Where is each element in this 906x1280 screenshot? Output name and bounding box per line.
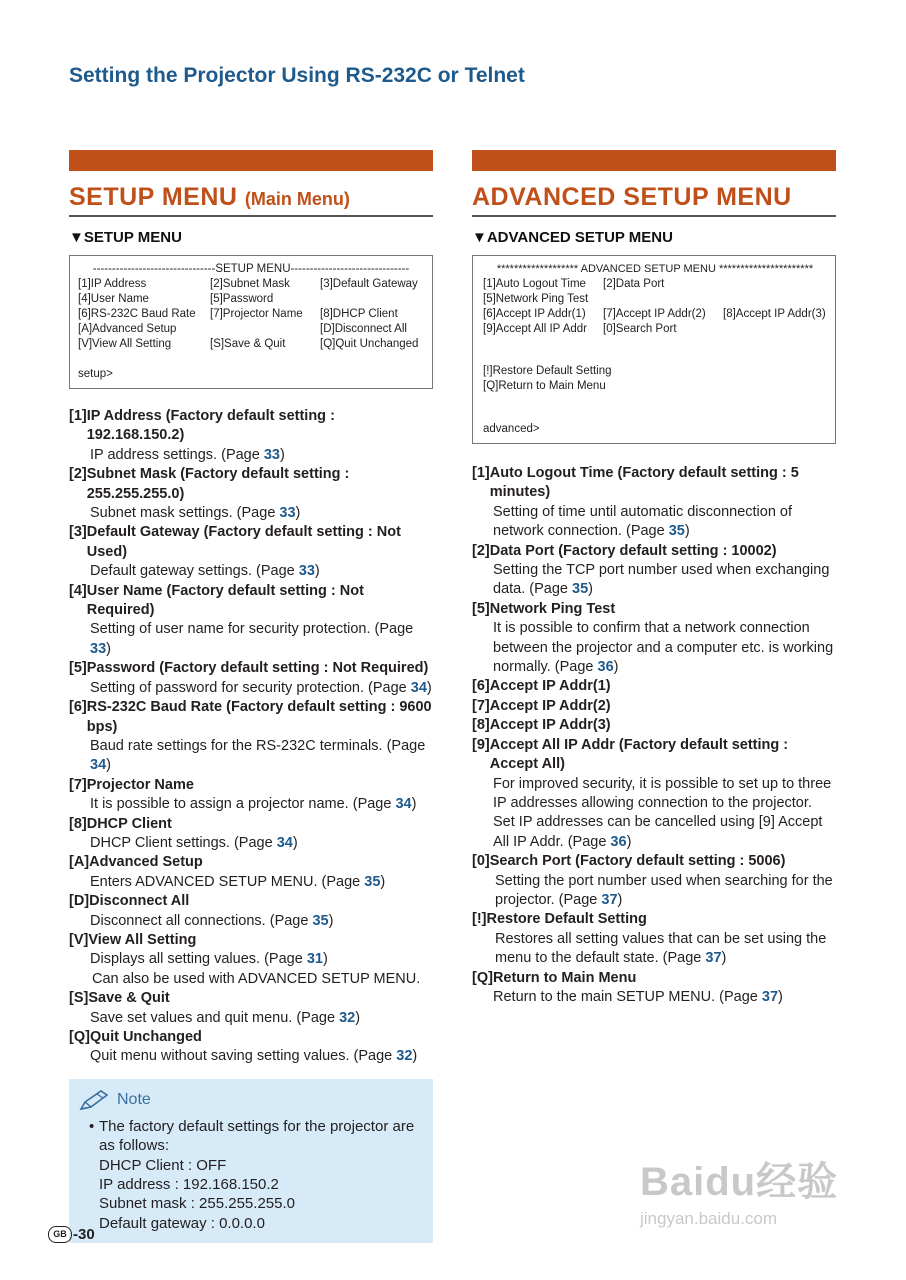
menu-item-title: View All Setting — [88, 931, 197, 948]
menu-item-title: Advanced Setup — [89, 854, 203, 871]
menu-option: [8]Accept IP Addr(3) — [723, 308, 826, 320]
menu-item-key: [2] — [472, 542, 490, 559]
menu-item-entry — [69, 853, 433, 892]
menu-item-title: Save & Quit — [88, 990, 170, 1007]
menu-item-heading — [69, 659, 433, 678]
menu-option: [7]Accept IP Addr(2) — [603, 308, 706, 320]
menu-item-description: Setting of password for security protection. (Page 34) — [90, 679, 432, 696]
menu-item-heading — [69, 892, 433, 911]
menu-item-entry — [472, 852, 836, 910]
menu-item-entry — [69, 465, 433, 523]
description-text: Restores all setting values that can be set using the menu to the default state. (Page — [495, 930, 827, 967]
menu-item-description: Default gateway settings. (Page 33) — [90, 563, 320, 580]
menu-item-key: [V] — [69, 931, 89, 948]
menu-item-heading — [69, 931, 433, 950]
menu-item-heading — [472, 736, 836, 775]
menu-item-title: Accept All IP Addr (Factory default setting : Accept All) — [489, 736, 789, 773]
menu-item-key: [D] — [69, 893, 90, 910]
menu-item-title: Accept IP Addr(2) — [489, 697, 611, 714]
menu-item-key: [5] — [472, 600, 490, 617]
menu-box-row — [78, 322, 424, 337]
menu-option — [723, 277, 827, 292]
menu-option: [7]Projector Name — [210, 308, 303, 320]
page-reference: 37 — [761, 988, 779, 1005]
menu-box-row — [483, 322, 827, 337]
page-reference: 32 — [396, 1048, 413, 1065]
menu-item-key: [6] — [472, 678, 490, 695]
menu-item-title: Network Ping Test — [489, 600, 616, 617]
description-text: It is possible to confirm that a network connection between the projector and a computer etc. is working normally. (Page — [493, 620, 834, 676]
menu-item-title: Accept IP Addr(3) — [489, 717, 611, 734]
description-text: Save set values and quit menu. (Page — [90, 1009, 340, 1026]
menu-box-prompt: setup> — [78, 368, 113, 380]
menu-item-title: Data Port (Factory default setting : 10002) — [489, 542, 777, 559]
menu-item-heading — [69, 853, 433, 872]
menu-option: [6]RS-232C Baud Rate — [78, 308, 196, 320]
menu-item-title: Default Gateway (Factory default setting : Not Used) — [86, 524, 401, 560]
menu-item-title: RS-232C Baud Rate (Factory default setting : 9600 bps) — [86, 699, 432, 735]
description-text: Quit menu without saving setting values. (Page — [90, 1048, 397, 1065]
menu-item-key: [5] — [69, 660, 87, 677]
menu-option: [9]Accept All IP Addr — [483, 323, 587, 335]
menu-box-return: [Q]Return to Main Menu — [483, 380, 606, 392]
advanced-menu-item-list — [472, 464, 836, 1007]
menu-item-entry — [472, 910, 836, 968]
menu-item-description: Restores all setting values that can be set using the menu to the default state. (Page 37) — [495, 930, 827, 967]
description-text: Displays all setting values. (Page — [90, 951, 307, 968]
menu-item-heading — [69, 698, 433, 737]
page-reference: 37 — [705, 950, 722, 967]
menu-item-extra: Can also be used with ADVANCED SETUP MENU. — [92, 970, 421, 987]
note-default-list — [89, 1156, 423, 1234]
description-text: Setting of password for security protection. (Page — [90, 679, 411, 696]
menu-box-row — [483, 292, 827, 307]
menu-item-title: Subnet Mask (Factory default setting : 255.255.255.0) — [86, 466, 350, 502]
menu-item-heading — [69, 776, 433, 795]
menu-item-entry — [69, 582, 433, 660]
menu-box-row — [78, 277, 424, 292]
sub-title-setup-menu: ▼SETUP MENU — [69, 229, 182, 246]
page-reference: 31 — [306, 951, 323, 968]
menu-item-title: Password (Factory default setting : Not Required) — [86, 660, 429, 677]
menu-item-entry — [69, 776, 433, 815]
menu-item-description: Setting of user name for security protection. (Page 33) — [90, 621, 414, 657]
menu-option: [V]View All Setting — [78, 338, 172, 350]
menu-item-key: [3] — [69, 524, 87, 541]
menu-item-heading — [472, 600, 836, 619]
menu-item-entry — [69, 989, 433, 1028]
menu-item-description: Save set values and quit menu. (Page 32) — [90, 1009, 361, 1026]
description-text: IP address settings. (Page — [90, 446, 264, 463]
note-body: • The factory default settings for the projector are as follows: DHCP Client : OFF IP address : 192.168.150.2 Subnet mask : 255.255.255.0 Default gateway : 0.0.0.0 — [79, 1117, 423, 1233]
menu-item-heading — [69, 582, 433, 621]
menu-item-entry — [472, 969, 836, 1008]
page-reference: 33 — [279, 505, 296, 522]
menu-option — [210, 322, 320, 337]
menu-option — [603, 292, 723, 307]
menu-item-description: Setting the port number used when searching for the projector. (Page 37) — [495, 872, 833, 908]
menu-option: [3]Default Gateway — [320, 278, 418, 290]
setup-menu-screen — [69, 255, 433, 389]
menu-option: [S]Save & Quit — [210, 338, 286, 350]
page-reference: 33 — [90, 640, 107, 657]
menu-item-title: Quit Unchanged — [89, 1029, 202, 1045]
menu-item-title: Restore Default Setting — [486, 911, 647, 928]
page-reference: 35 — [668, 523, 685, 540]
description-text: Setting the port number used when searching for the projector. (Page — [495, 872, 833, 908]
menu-option — [320, 292, 424, 307]
menu-option: [1]IP Address — [78, 278, 147, 290]
menu-item-heading — [472, 910, 836, 929]
note-default-line: IP address : 192.168.150.2 — [99, 1176, 279, 1194]
description-text: Subnet mask settings. (Page — [90, 505, 280, 522]
menu-item-heading — [69, 407, 433, 446]
menu-option: [2]Subnet Mask — [210, 278, 290, 290]
section-bar — [69, 150, 433, 171]
menu-item-key: [6] — [69, 699, 87, 716]
menu-item-entry — [69, 659, 433, 698]
menu-item-title: User Name (Factory default setting : Not Required) — [86, 582, 364, 619]
menu-option — [723, 292, 827, 307]
menu-item-description: IP address settings. (Page 33) — [90, 446, 285, 463]
menu-option: [1]Auto Logout Time — [483, 278, 586, 290]
menu-item-heading — [472, 464, 836, 503]
menu-item-key: [!] — [472, 911, 487, 928]
menu-item-heading — [69, 989, 433, 1008]
menu-option: [0]Search Port — [603, 323, 677, 335]
menu-item-entry — [69, 815, 433, 854]
menu-option: [8]DHCP Client — [320, 308, 398, 320]
note-default-line: DHCP Client : OFF — [99, 1156, 227, 1174]
menu-box-row — [483, 307, 827, 322]
menu-option: [5]Password — [210, 293, 274, 305]
menu-item-entry — [69, 407, 433, 465]
menu-item-key: [7] — [69, 776, 87, 793]
menu-box-row — [78, 292, 424, 307]
section-subtitle: (Main Menu) — [244, 189, 350, 209]
page-reference: 35 — [312, 912, 329, 929]
section-bar — [472, 150, 836, 171]
menu-item-entry — [69, 523, 433, 581]
page-reference: 36 — [597, 659, 614, 676]
menu-item-key: [4] — [69, 582, 87, 599]
menu-item-key: [S] — [69, 990, 89, 1007]
menu-item-key: [7] — [472, 697, 490, 714]
watermark-url: jingyan.baidu.com — [640, 1209, 778, 1228]
note-box — [69, 1079, 433, 1243]
menu-item-key: [8] — [472, 717, 490, 734]
menu-item-title: Accept IP Addr(1) — [489, 678, 611, 695]
menu-item-entry — [472, 542, 836, 600]
menu-option: [D]Disconnect All — [320, 323, 407, 335]
menu-item-entry — [472, 716, 836, 735]
menu-item-heading — [69, 815, 433, 834]
page-reference: 34 — [410, 679, 427, 696]
menu-item-entry — [472, 736, 836, 852]
note-label: Note — [117, 1091, 151, 1109]
menu-item-description: Setting of time until automatic disconnection of network connection. (Page 35) — [493, 503, 793, 540]
menu-item-key: [8] — [69, 815, 87, 832]
page-number-text: -30 — [73, 1226, 95, 1243]
menu-option: [4]User Name — [78, 293, 149, 305]
menu-item-title: Search Port (Factory default setting : 5006) — [489, 853, 786, 870]
menu-item-key: [A] — [69, 854, 90, 871]
menu-option: [2]Data Port — [603, 278, 665, 290]
page-reference: 36 — [610, 833, 627, 850]
description-text: Setting of time until automatic disconnection of network connection. (Page — [493, 503, 793, 540]
menu-item-description: Setting the TCP port number used when exchanging data. (Page 35) — [493, 562, 830, 598]
menu-item-key: [0] — [472, 853, 490, 870]
menu-item-key: [2] — [69, 466, 87, 483]
page-reference: 34 — [276, 834, 293, 851]
menu-item-title: Return to Main Menu — [492, 969, 637, 986]
menu-item-key: [Q] — [69, 1029, 90, 1045]
page-reference: 34 — [90, 757, 107, 774]
menu-option — [723, 322, 827, 337]
description-text: For improved security, it is possible to set up to three IP addresses allowing connection to the projector. Set IP addresses can be cancelled using [9] Accept All IP Addr. (Page — [493, 775, 832, 850]
menu-item-entry — [472, 600, 836, 678]
note-default-line: Subnet mask : 255.255.255.0 — [99, 1195, 295, 1213]
advanced-setup-menu-screen — [472, 255, 836, 444]
section-title-advanced-setup-menu: ADVANCED SETUP MENU — [472, 183, 836, 217]
menu-box-rows — [483, 277, 827, 337]
menu-box-row — [78, 307, 424, 322]
menu-box-row — [78, 337, 424, 352]
page-number — [48, 1226, 95, 1243]
menu-item-description: Enters ADVANCED SETUP MENU. (Page 35) — [90, 873, 386, 890]
menu-option: [5]Network Ping Test — [483, 293, 589, 305]
menu-item-heading — [472, 697, 836, 716]
description-text: Disconnect all connections. (Page — [90, 912, 313, 929]
description-text: DHCP Client settings. (Page — [90, 834, 277, 851]
description-text: Return to the main SETUP MENU. (Page — [493, 988, 762, 1005]
menu-option: [Q]Quit Unchanged — [320, 338, 419, 350]
menu-item-heading — [472, 677, 836, 696]
menu-item-key: [Q] — [472, 969, 493, 986]
menu-item-entry — [69, 1028, 433, 1067]
watermark — [640, 1150, 838, 1229]
menu-item-title: DHCP Client — [86, 815, 172, 832]
description-text: Enters ADVANCED SETUP MENU. (Page — [90, 873, 365, 890]
menu-item-key: [9] — [472, 736, 490, 753]
setup-menu-item-list — [69, 407, 433, 1067]
menu-item-heading — [472, 542, 836, 561]
menu-item-description: Baud rate settings for the RS-232C terminals. (Page 34) — [90, 737, 426, 774]
menu-box-header: --------------------------------SETUP MENU------------------------------- — [92, 263, 410, 275]
page-reference: 37 — [601, 891, 618, 908]
menu-item-title: IP Address (Factory default setting : 192.168.150.2) — [86, 408, 335, 444]
menu-item-entry — [472, 697, 836, 716]
page-reference: 35 — [572, 581, 589, 598]
description-text: Setting of user name for security protection. (Page — [90, 621, 414, 638]
menu-item-entry — [472, 677, 836, 696]
right-column — [472, 150, 836, 1007]
watermark-brand: Baidu经验 — [640, 1160, 839, 1204]
menu-box-rows — [78, 277, 424, 352]
menu-item-title: Auto Logout Time (Factory default setting : 5 minutes) — [489, 465, 799, 501]
menu-option: [6]Accept IP Addr(1) — [483, 308, 586, 320]
menu-box-row — [483, 277, 827, 292]
region-badge: GB — [48, 1226, 72, 1243]
menu-item-heading — [472, 716, 836, 735]
menu-item-description: DHCP Client settings. (Page 34) — [90, 834, 298, 851]
page-title: Setting the Projector Using RS-232C or Telnet — [69, 64, 525, 87]
menu-item-entry — [69, 931, 433, 989]
pencil-note-icon — [79, 1089, 113, 1111]
description-text: Default gateway settings. (Page — [90, 563, 299, 580]
note-bullet: The factory default settings for the projector are as follows: — [99, 1117, 415, 1155]
description-text: Setting the TCP port number used when exchanging data. (Page — [493, 562, 830, 598]
menu-box-restore: [!]Restore Default Setting — [483, 365, 612, 377]
menu-item-entry — [472, 464, 836, 542]
menu-item-heading — [69, 523, 433, 562]
menu-box-prompt: advanced> — [483, 423, 540, 435]
menu-option: [A]Advanced Setup — [78, 323, 177, 335]
left-column — [69, 150, 433, 1243]
menu-box-header: ******************* ADVANCED SETUP MENU ********************** — [496, 263, 814, 275]
menu-item-heading — [472, 852, 836, 871]
note-default-line: Default gateway : 0.0.0.0 — [99, 1214, 265, 1232]
section-title-setup-menu — [69, 183, 433, 217]
page-reference: 33 — [263, 446, 280, 463]
menu-item-description: Return to the main SETUP MENU. (Page 37) — [493, 988, 783, 1005]
menu-item-heading — [69, 465, 433, 504]
menu-item-description: It is possible to assign a projector name. (Page 34) — [90, 796, 417, 813]
description-text: It is possible to assign a projector name. (Page — [90, 796, 396, 813]
menu-item-heading — [472, 969, 836, 988]
description-text: Baud rate settings for the RS-232C terminals. (Page — [90, 737, 426, 754]
menu-item-heading — [69, 1028, 433, 1047]
menu-item-entry — [69, 698, 433, 776]
menu-item-description: Subnet mask settings. (Page 33) — [90, 505, 301, 522]
page-reference: 33 — [298, 563, 315, 580]
menu-item-key: [1] — [472, 465, 490, 481]
menu-item-description: For improved security, it is possible to set up to three IP addresses allowing connection to the projector. Set IP addresses can be cancelled using [9] Accept All IP Addr. (Page 36) — [493, 775, 832, 850]
section-title-text: SETUP MENU — [69, 183, 238, 211]
sub-title-advanced-setup-menu: ▼ADVANCED SETUP MENU — [472, 229, 673, 246]
menu-item-title: Disconnect All — [89, 893, 190, 910]
menu-item-entry — [69, 892, 433, 931]
page-reference: 35 — [364, 873, 381, 890]
menu-item-key: [1] — [69, 408, 87, 424]
menu-item-description: It is possible to confirm that a network connection between the projector and a computer etc. is working normally. (Page 36) — [493, 620, 834, 676]
menu-item-description: Disconnect all connections. (Page 35) — [90, 912, 334, 929]
menu-item-description: Quit menu without saving setting values. (Page 32) — [90, 1048, 418, 1065]
note-header — [79, 1089, 423, 1111]
page-reference: 32 — [339, 1009, 356, 1026]
menu-item-description: Displays all setting values. (Page 31) — [90, 951, 328, 968]
menu-item-title: Projector Name — [86, 776, 194, 793]
page-reference: 34 — [395, 796, 412, 813]
